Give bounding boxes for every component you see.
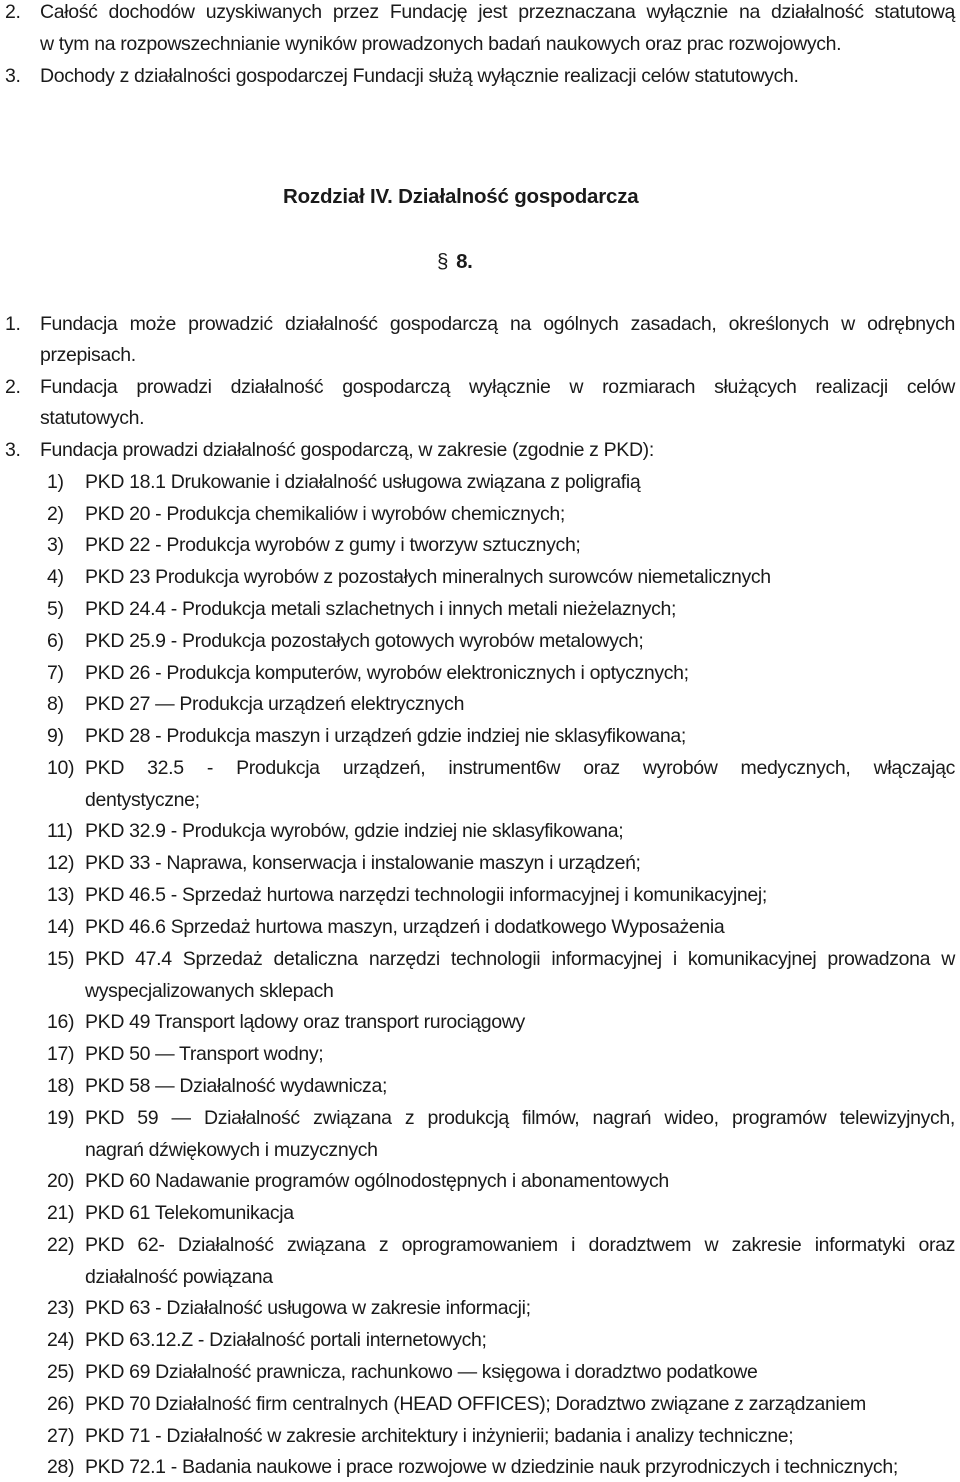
pkd-item-number: 24) xyxy=(47,1329,75,1351)
pkd-item-text: PKD 71 - Działalność w zakresie architektury i inżynierii; badania i analizy techniczne; xyxy=(85,1425,794,1447)
pkd-item-text: PKD 20 - Produkcja chemikaliów i wyrobów chemicznych; xyxy=(85,503,565,525)
pkd-item-number: 28) xyxy=(47,1456,75,1478)
pkd-item-text: PKD 49 Transport lądowy oraz transport rurociągowy xyxy=(85,1011,525,1033)
pkd-item-text: PKD 69 Działalność prawnicza, rachunkowo — księgowa i doradztwo podatkowe xyxy=(85,1361,758,1383)
pkd-item-number: 21) xyxy=(47,1202,75,1224)
pkd-item-number: 23) xyxy=(47,1297,75,1319)
pkd-item-text: PKD 28 - Produkcja maszyn i urządzeń gdzie indziej nie sklasyfikowana; xyxy=(85,725,686,747)
pkd-item-number: 27) xyxy=(47,1425,75,1447)
pkd-item-number: 9) xyxy=(47,725,64,747)
pkd-item-number: 10) xyxy=(47,757,75,779)
pkd-item-text: PKD 50 — Transport wodny; xyxy=(85,1043,324,1065)
pkd-item-number: 5) xyxy=(47,598,64,620)
item-number: 3. xyxy=(5,65,21,87)
pkd-item-number: 20) xyxy=(47,1170,75,1192)
pkd-item-text: PKD 46.6 Sprzedaż hurtowa maszyn, urządzeń i dodatkowego Wyposażenia xyxy=(85,916,725,938)
pkd-item-text: PKD 63.12.Z - Działalność portali internetowych; xyxy=(85,1329,487,1351)
section-symbol: § xyxy=(437,250,449,273)
pkd-item-text: PKD 46.5 - Sprzedaż hurtowa narzędzi technologii informacyjnej i komunikacyjnej; xyxy=(85,884,767,906)
pkd-item-text: PKD 59 — Działalność związana z produkcją filmów, nagrań wideo, programów telewizyjnych, xyxy=(85,1107,955,1129)
pkd-item-text: PKD 60 Nadawanie programów ogólnodostępnych i abonamentowych xyxy=(85,1170,669,1192)
pkd-item-number: 4) xyxy=(47,566,64,588)
pkd-item-number: 11) xyxy=(47,820,73,842)
pkd-item-number: 17) xyxy=(47,1043,75,1065)
section-heading xyxy=(437,252,472,273)
paragraph-text: Fundacja prowadzi działalność gospodarczą wyłącznie w rozmiarach służących realizacji celów xyxy=(40,376,955,398)
pkd-item-text: PKD 24.4 - Produkcja metali szlachetnych i innych metali nieżelaznych; xyxy=(85,598,677,620)
paragraph-number: 3. xyxy=(5,439,21,461)
pkd-item-number: 7) xyxy=(47,662,64,684)
pkd-item-number: 26) xyxy=(47,1393,75,1415)
paragraph-number: 1. xyxy=(5,313,21,335)
pkd-item-number: 16) xyxy=(47,1011,75,1033)
pkd-item-text: PKD 62- Działalność związana z oprogramowaniem i doradztwem w zakresie informatyki oraz xyxy=(85,1234,955,1256)
pkd-item-text: PKD 70 Działalność firm centralnych (HEAD OFFICES); Doradztwo związane z zarządzaniem xyxy=(85,1393,866,1415)
pkd-item-number: 13) xyxy=(47,884,75,906)
pkd-item-number: 22) xyxy=(47,1234,75,1256)
pkd-item-number: 3) xyxy=(47,534,64,556)
pkd-item-text: PKD 23 Produkcja wyrobów z pozostałych mineralnych surowców niemetalicznych xyxy=(85,566,771,588)
pkd-item-text: PKD 18.1 Drukowanie i działalność usługowa związana z poligrafią xyxy=(85,471,641,493)
item-number: 2. xyxy=(5,1,21,23)
pkd-item-text-cont: wyspecjalizowanych sklepach xyxy=(85,980,334,1002)
pkd-item-number: 15) xyxy=(47,948,75,970)
chapter-title: Rozdział IV. Działalność gospodarcza xyxy=(283,185,639,208)
pkd-item-number: 18) xyxy=(47,1075,75,1097)
pkd-item-number: 2) xyxy=(47,503,64,525)
pkd-item-text-cont: nagrań dźwiękowych i muzycznych xyxy=(85,1139,378,1161)
pkd-item-number: 6) xyxy=(47,630,64,652)
pkd-item-number: 1) xyxy=(47,471,64,493)
pkd-item-number: 8) xyxy=(47,693,64,715)
pkd-item-text: PKD 32.5 - Produkcja urządzeń, instrument6w oraz wyrobów medycznych, włączając xyxy=(85,757,955,779)
pkd-item-text-cont: działalność powiązana xyxy=(85,1266,273,1288)
pkd-item-text: PKD 58 — Działalność wydawnicza; xyxy=(85,1075,388,1097)
pkd-item-number: 25) xyxy=(47,1361,75,1383)
pkd-item-number: 14) xyxy=(47,916,75,938)
item-text: Dochody z działalności gospodarczej Fundacji służą wyłącznie realizacji celów statutowych. xyxy=(40,65,799,87)
pkd-item-text-cont: dentystyczne; xyxy=(85,789,200,811)
pkd-item-text: PKD 63 - Działalność usługowa w zakresie informacji; xyxy=(85,1297,531,1319)
paragraph-text-cont: przepisach. xyxy=(40,344,136,366)
pkd-item-number: 12) xyxy=(47,852,75,874)
pkd-item-text: PKD 27 — Produkcja urządzeń elektrycznych xyxy=(85,693,465,715)
paragraph-text: Fundacja może prowadzić działalność gospodarczą na ogólnych zasadach, określonych w odrębnych xyxy=(40,313,955,335)
item-text-cont: w tym na rozpowszechnianie wyników prowadzonych badań naukowych oraz prac rozwojowych. xyxy=(40,33,842,55)
pkd-item-text: PKD 22 - Produkcja wyrobów z gumy i tworzyw sztucznych; xyxy=(85,534,581,556)
pkd-item-text: PKD 47.4 Sprzedaż detaliczna narzędzi technologii informacyjnej i komunikacyjnej prowadzona w xyxy=(85,948,955,970)
paragraph-text: Fundacja prowadzi działalność gospodarczą, w zakresie (zgodnie z PKD): xyxy=(40,439,654,461)
pkd-item-text: PKD 25.9 - Produkcja pozostałych gotowych wyrobów metalowych; xyxy=(85,630,644,652)
pkd-item-text: PKD 72.1 - Badania naukowe i prace rozwojowe w dziedzinie nauk przyrodniczych i technicznych; xyxy=(85,1456,898,1478)
paragraph-text-cont: statutowych. xyxy=(40,407,145,429)
pkd-item-text: PKD 33 - Naprawa, konserwacja i instalowanie maszyn i urządzeń; xyxy=(85,852,641,874)
pkd-item-text: PKD 26 - Produkcja komputerów, wyrobów elektronicznych i optycznych; xyxy=(85,662,689,684)
pkd-item-text: PKD 61 Telekomunikacja xyxy=(85,1202,294,1224)
pkd-item-number: 19) xyxy=(47,1107,75,1129)
paragraph-number: 2. xyxy=(5,376,21,398)
section-number: 8. xyxy=(456,250,473,273)
pkd-item-text: PKD 32.9 - Produkcja wyrobów, gdzie indziej nie sklasyfikowana; xyxy=(85,820,624,842)
item-text: Całość dochodów uzyskiwanych przez Fundację jest przeznaczana wyłącznie na działalność statutową xyxy=(40,1,955,23)
